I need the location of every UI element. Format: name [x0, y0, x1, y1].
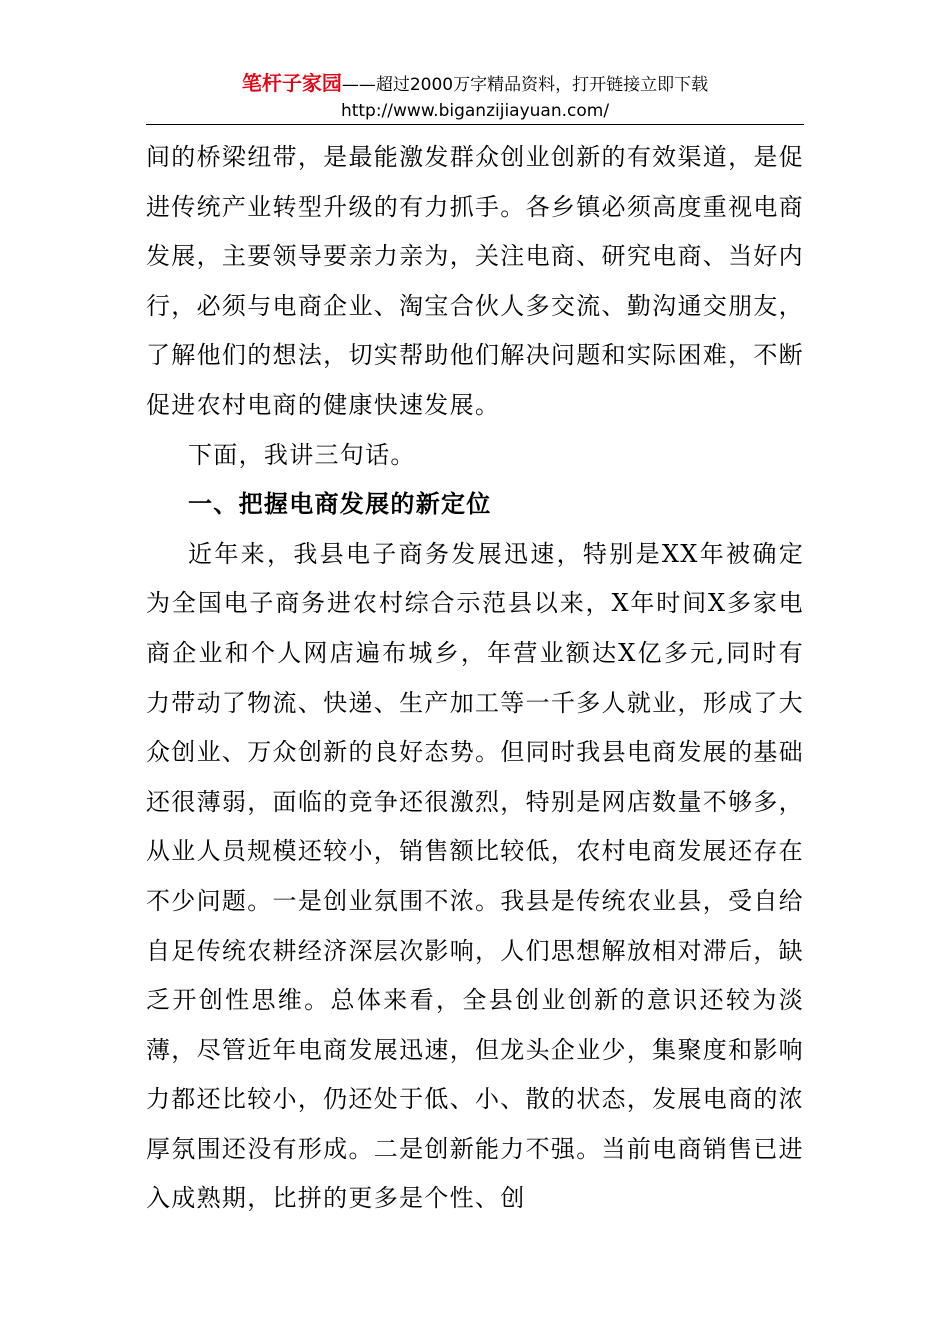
paragraph-continued: 间的桥梁纽带，是最能激发群众创业创新的有效渠道，是促进传统产业转型升级的有力抓手。各乡镇必须高度重视电商发展，主要领导要亲力亲为，关注电商、研究电商、当好内行，必须与电商企业、淘宝合伙人多交流、勤沟通交朋友，了解他们的想法，切实帮助他们解决问题和实际困难，不断促进农村电商的健康快速发展。 [146, 143, 804, 419]
section-heading: 一、把握电商发展的新定位 [188, 490, 492, 519]
header-brand: 笔杆子家园 [241, 71, 342, 95]
paragraph-section-body: 近年来，我县电子商务发展迅速，特别是XX年被确定为全国电子商务进农村综合示范县以来，X年时间X多家电商企业和个人网店遍布城乡，年营业额达X亿多元,同时有力带动了物流、快递、生产加工等一千多人就业，形成了大众创业、万众创新的良好态势。但同时我县电商发展的基础还很薄弱，面临的竞争还很激烈，特别是网店数量不够多，从业人员规模还较小，销售额比较低，农村电商发展还存在不少问题。一是创业氛围不浓。我县是传统农业县，受自给自足传统农耕经济深层次影响，人们思想解放相对滞后，缺乏开创性思维。总体来看，全县创业创新的意识还较为淡薄，尽管近年电商发展迅速，但龙头企业少，集聚度和影响力都还比较小，仍还处于低、小、散的状态，发展电商的浓厚氛围还没有形成。二是创新能力不强。当前电商销售已进入成熟期，比拼的更多是个性、创 [146, 539, 804, 1213]
document-body [146, 133, 804, 1224]
paragraph-intro: 下面，我讲三句话。 [188, 440, 416, 469]
header-divider [146, 124, 804, 125]
header-tagline: ——超过2000万字精品资料，打开链接立即下载http://www.biganzijiayuan.com/ [340, 75, 709, 121]
page-header [146, 70, 804, 124]
